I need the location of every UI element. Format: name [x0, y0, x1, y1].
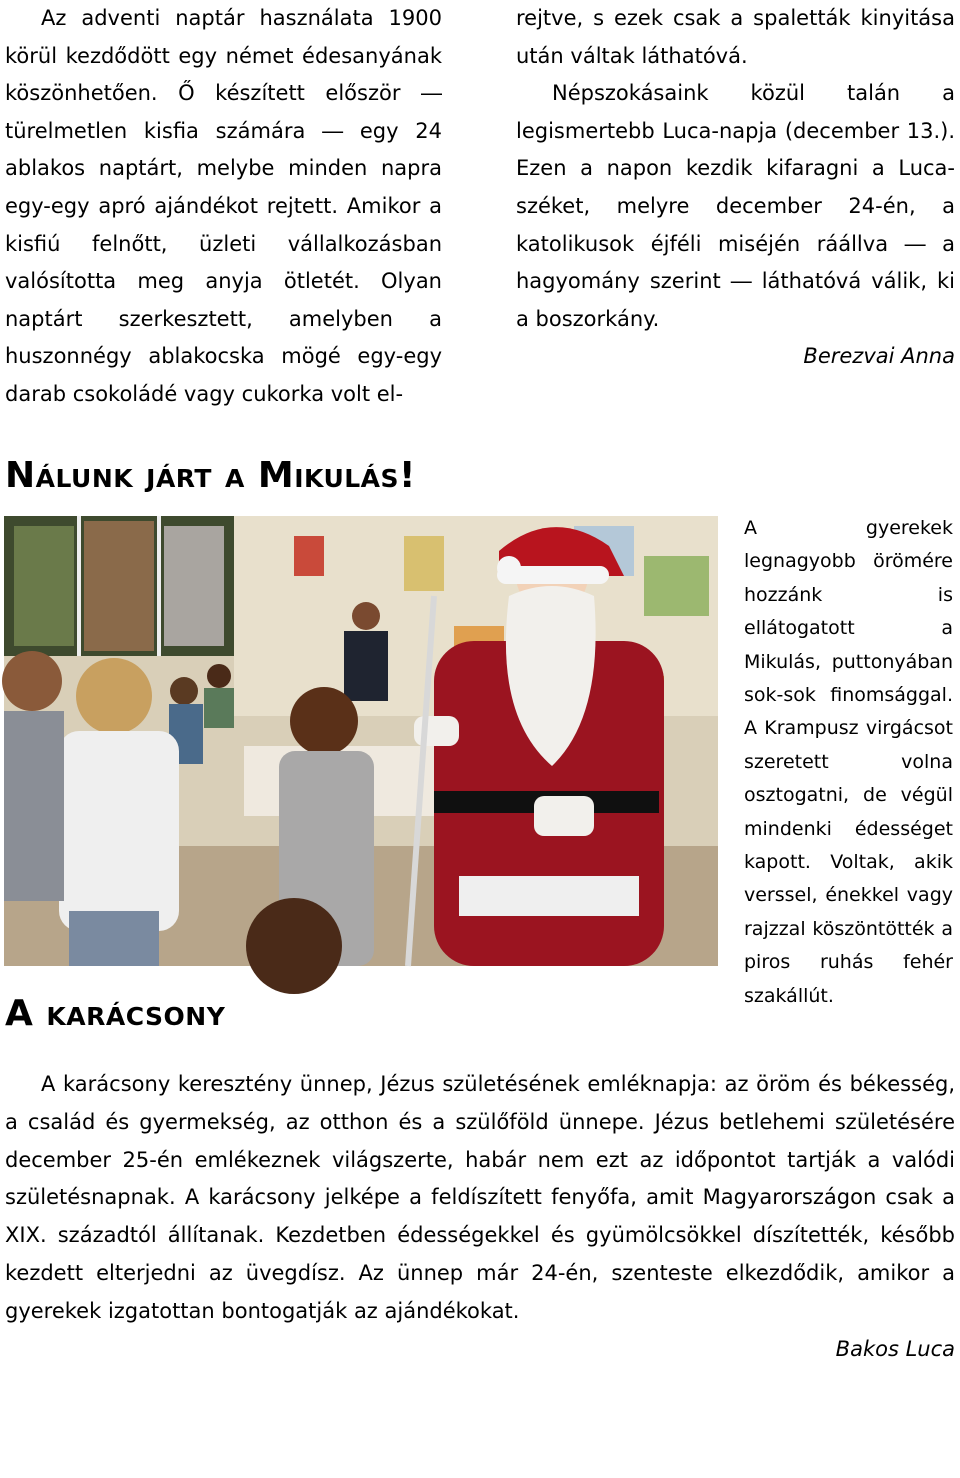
karacsony-article [5, 1066, 955, 1368]
photo-illustration [4, 516, 718, 966]
advent-paragraph-continued: rejtve, s ezek csak a spaletták kinyitása után váltak láthatóvá. [516, 6, 955, 68]
advent-paragraph: Az adventi naptár használata 1900 körül kezdődött egy német édesanyának köszönhetően. Ő készített először ― türelmetlen kisfia számára ― egy 24 ablakos naptárt, melybe minden napra egy-egy apró ajándékot rejtett. Amikor a kisfiú felnőtt, üzleti vállalkozásban valósította meg anyja ötletét. Olyan naptárt szerkesztett, amelyben a huszonnégy ablakocska mögé egy-egy darab csokoládé vagy cukorka volt el- [5, 6, 442, 406]
caption-text: A gyerekek legnagyobb örömére hozzánk is ellátogatott a Mikulás, puttonyában sok-sok finomsággal. A Krampusz virgácsot szeretett volna osztogatni, de végül mindenki édességet kapott. Voltak, akik verssel, énekkel vagy rajzzal köszöntötték a piros ruhás fehér szakállút. [744, 517, 953, 1007]
mikulas-caption [744, 512, 953, 1013]
author-signature-2: Bakos Luca [835, 1336, 955, 1361]
advent-right-column [516, 0, 955, 376]
section-heading-mikulas: Nálunk járt a Mikulás! [5, 455, 416, 496]
luca-paragraph: Népszokásaink közül talán a legismertebb Luca-napja (december 13.). Ezen a napon kezdik kifaragni a Luca-széket, melyre december 24-én, a katolikusok éjféli miséjén ráállva ― a hagyomány szerint ― láthatóvá válik, ki a boszorkány. [516, 81, 955, 331]
advent-left-column [5, 0, 442, 414]
karacsony-paragraph: A karácsony keresztény ünnep, Jézus születésének emléknapja: az öröm és békesség, a család és gyermekség, az otthon és a szülőföld ünnepe. Jézus betlehemi születésére december 25-én emlékeznek világszerte, habár nem ezt az időpontot tartják a valódi születésnapnak. A karácsony jelképe a feldíszített fenyőfa, amit Magyarországon csak a XIX. századtól állítanak. Kezdetben édességekkel és gyümölcsökkel díszítették, később kezdett elterjedni az üvegdísz. Az ünnep már 24-én, szenteste elkezdődik, amikor a gyerekek izgatottan bontogatják az ajándékokat. [5, 1072, 955, 1323]
photo-credit: kisshalint.hu [10, 1465, 80, 1478]
author-signature: Berezvai Anna [803, 344, 955, 369]
section-heading-karacsony: A karácsony [5, 993, 226, 1034]
